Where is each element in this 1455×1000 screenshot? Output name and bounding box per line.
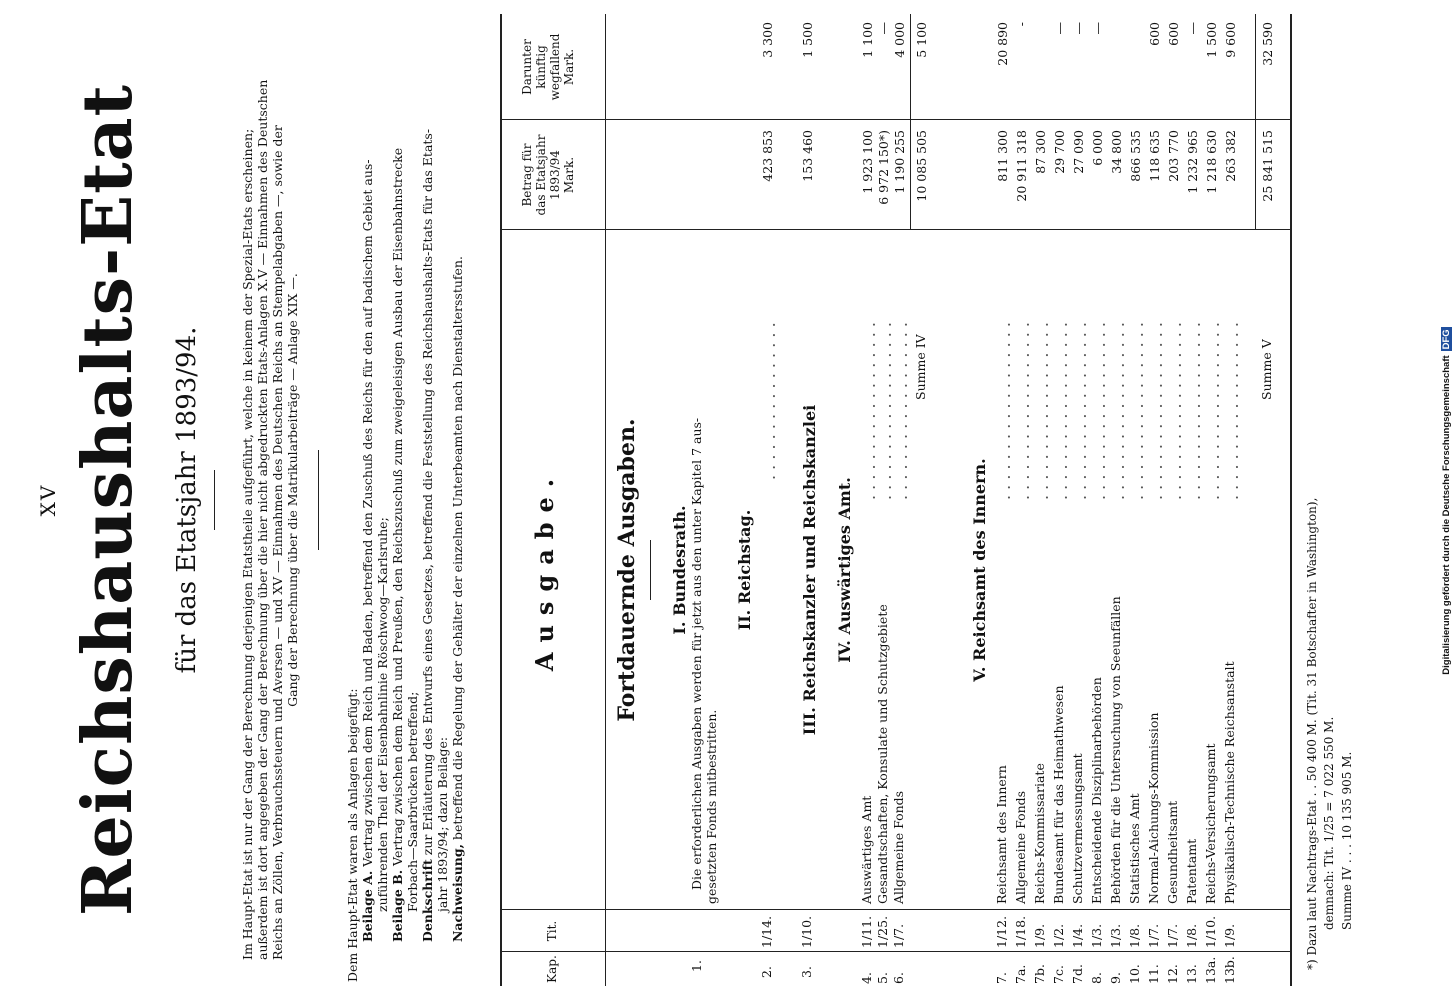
kap-cell: 12.: [1165, 964, 1180, 984]
beilage-line: Beilage A. Vertrag zwischen dem Reich und Baden, betreffend den Zuschuß des Reichs für den auf badischem Gebiet aus-: [360, 159, 375, 942]
footnote-line: Summe IV . . . 10 135 905 M.: [1340, 751, 1354, 930]
leader-dots: . . . . . . . . . . . . . . . . . .: [1204, 321, 1223, 500]
col-header-betrag: Betrag für das Etatsjahr 1893/94 Mark.: [520, 134, 576, 216]
darunter-cell: 600: [1166, 22, 1181, 46]
darunter-cell: —: [1185, 22, 1200, 35]
betrag-cell: 1 218 630: [1204, 130, 1219, 194]
kap-cell: 7b.: [1032, 964, 1047, 984]
row-label: Gesandtschaften, Konsulate und Schutzgebiete: [875, 604, 890, 904]
row-label: Entscheidende Disziplinarbehörden: [1089, 677, 1104, 904]
leader-dots: . . . . . . . . . . . . . . . . . .: [1223, 321, 1242, 500]
row-label: Bundesamt für das Heimathwesen: [1051, 685, 1066, 904]
intro-line: Reichs an Zöllen, Verbrauchssteuern und Aversen — und XV — Einnahmen des Deutschen Reichs an Stempelabgaben —, sowie der: [270, 125, 285, 960]
leader-dots: . . . . . . . . . . . . . . . . . .: [1090, 321, 1109, 500]
kap-cell: 5.: [875, 972, 890, 984]
kap-cell: 13a.: [1203, 956, 1218, 984]
document-title: Reichshaushalts-Etat: [68, 84, 148, 916]
tit-cell: 1/8.: [1184, 923, 1199, 948]
beilage-line: Nachweisung, betreffend die Regelung der Gehälter der einzelnen Unterbeamten nach Dienstaltersstufen.: [450, 256, 465, 942]
betrag-cell: 866 535: [1128, 130, 1143, 182]
table-header-rule: [605, 14, 606, 986]
leader-dots: . . . . . . . . . . . . . . . . . .: [1033, 321, 1052, 500]
betrag-cell: 34 800: [1109, 130, 1124, 174]
document-subtitle: für das Etatsjahr 1893/94.: [172, 326, 202, 674]
row-label: Gesundheitsamt: [1165, 800, 1180, 904]
section-note: gesetzten Fonds mitbestritten.: [704, 709, 719, 904]
betrag-cell: 27 090: [1071, 130, 1086, 174]
darunter-cell: -: [1014, 22, 1029, 27]
row-label: Allgemeine Fonds: [1013, 790, 1028, 904]
leader-dots: . . . . . . . . . . . . . . . . . .: [1071, 321, 1090, 500]
darunter-cell: —: [1090, 22, 1105, 35]
leader-dots: . . . . . . . . . . . . . . . . . .: [1128, 321, 1147, 500]
tit-cell: 1/9.: [1032, 923, 1047, 948]
kap-cell: 6.: [891, 972, 906, 984]
betrag-cell: 29 700: [1052, 130, 1067, 174]
tit-cell: 1/7.: [1165, 923, 1180, 948]
intro-line: Im Haupt-Etat ist nur der Gang der Berechnung derjenigen Etatstheile aufgeführt, welche in keinem der Spezial-Etats erscheinen;: [240, 128, 255, 960]
beilage-line: Denkschrift zur Erläuterung des Entwurfs eines Gesetzes, betreffend die Feststellung des Reichshaushalts-Etats für das Etats-: [420, 128, 435, 942]
col-header-ausgabe: Ausgabe.: [530, 468, 559, 672]
section-note: Die erforderlichen Ausgaben werden für jetzt aus den unter Kapitel 7 aus-: [689, 417, 704, 890]
row-label: Physikalisch-Technische Reichsanstalt: [1222, 661, 1237, 904]
beilagen-list: [345, 22, 465, 982]
darunter-cell: —: [876, 22, 891, 35]
kap-cell: 13b.: [1222, 956, 1237, 984]
beilage-line: Forbach—Saarbrücken betreffend;: [405, 691, 420, 912]
row-label: Normal-Aichungs-Kommission: [1146, 712, 1161, 904]
section-head-reichstag: II. Reichstag.: [735, 509, 754, 631]
betrag-cell: 203 770: [1166, 130, 1181, 182]
darunter-cell: 3 300: [760, 22, 775, 58]
tit-cell: 1/18.: [1013, 915, 1028, 948]
betrag-cell: 263 382: [1223, 130, 1238, 182]
tit-cell: 1/11.: [859, 915, 874, 948]
darunter-cell: 1 500: [800, 22, 815, 58]
sum-darunter-v: 32 590: [1260, 22, 1275, 66]
tit-cell: 1/3.: [1089, 923, 1104, 948]
tit-cell: 1/10.: [799, 915, 814, 948]
darunter-cell: 600: [1147, 22, 1162, 46]
beilage-line: Beilage B. Vertrag zwischen dem Reich und Preußen, den Reichszuschuß zum zweigeleisigen Ausbau der Eisenbahnstrecke: [390, 147, 405, 942]
kap-cell: 7d.: [1070, 964, 1085, 984]
col-divider-kap: [500, 951, 1290, 952]
leader-dots: . . . . . . . . . . . . . . . . . .: [1014, 321, 1033, 500]
section-head-auswaertiges-amt: IV. Auswärtiges Amt.: [835, 477, 854, 663]
sum-betrag-v: 25 841 515: [1260, 130, 1275, 202]
darunter-cell: 4 000: [892, 22, 907, 58]
kap-cell: 2.: [759, 966, 774, 978]
beilagen-intro: Dem Haupt-Etat waren als Anlagen beigefügt:: [345, 688, 360, 982]
sum-label-v: Summe V: [1259, 339, 1274, 400]
section-head-reichsamt-innern: V. Reichsamt des Innern.: [970, 458, 989, 682]
footnote-line: demnach: Tit. 1/25 = 7 022 550 M.: [1322, 716, 1336, 930]
intro-line: Gang der Berechnung über die Matrikularbeiträge — Anlage XIX —.: [285, 273, 300, 707]
row-label: Reichs-Versicherungsamt: [1203, 743, 1218, 904]
betrag-cell: 1 232 965: [1185, 130, 1200, 194]
row-label: Reichs-Kommissariate: [1032, 763, 1047, 904]
row-label: Statistisches Amt: [1127, 793, 1142, 904]
table-top-border: [500, 14, 502, 986]
section-heading-rule: [650, 540, 651, 600]
tit-cell: 1/3.: [1108, 923, 1123, 948]
leader-dots: . . . . . . . . . . . . . . . . . .: [892, 321, 911, 500]
darunter-cell: 1 100: [860, 22, 875, 58]
leader-dots: . . . . . . . . . . . . . . . . . .: [1166, 321, 1185, 500]
intro-line: außerdem ist dort angegeben der Gang der Berechnung über die hier nicht abgedruckten Etats-Anlagen X.V — Einnahmen des Deutschen: [255, 79, 270, 960]
row-label: Allgemeine Fonds: [891, 790, 906, 904]
betrag-cell: 6 000: [1090, 130, 1105, 166]
darunter-cell: 9 600: [1223, 22, 1238, 58]
darunter-cell: —: [1052, 22, 1067, 35]
beilage-line: jahr 1893/94; dazu Beilage:: [435, 736, 450, 912]
col-header-tit: Tit.: [545, 920, 559, 942]
row-label: Reichsamt des Innern: [994, 765, 1009, 904]
section-heading-fortdauernde: Fortdauernde Ausgaben.: [614, 418, 640, 722]
section-head-reichskanzlei: III. Reichskanzler und Reichskanzlei: [800, 404, 819, 736]
sum-darunter-iv: 5 100: [914, 22, 929, 58]
tit-cell: 1/2.: [1051, 923, 1066, 948]
kap-cell: 11.: [1146, 964, 1161, 984]
kap-cell: 13.: [1184, 964, 1199, 984]
tit-cell: 1/25.: [875, 915, 890, 948]
dfg-logo: DFG: [1441, 329, 1452, 350]
tit-cell: 1/14.: [759, 915, 774, 948]
col-header-darunter: Darunter künftig wegfallend Mark.: [520, 33, 576, 101]
table-bottom-border: [1290, 14, 1292, 986]
kap-cell: 1.: [689, 960, 704, 972]
side-credit: [1440, 6, 1454, 996]
kap-cell: 9.: [1108, 972, 1123, 984]
leader-dots: . . . . . . . . . . . . . . . . . .: [876, 321, 895, 500]
darunter-cell: 1 500: [1204, 22, 1219, 58]
kap-cell: 7.: [994, 972, 1009, 984]
kap-cell: 7c.: [1051, 965, 1066, 984]
leader-dots: . . . . . . . . . . . . . . . . . .: [860, 321, 879, 500]
betrag-cell: 87 300: [1033, 130, 1048, 174]
leader-dots: . . . . . . . . . . . . . . . . . .: [1109, 321, 1128, 500]
betrag-cell: 811 300: [995, 130, 1010, 182]
leader-dots: . . . . . . . . . . . . . . . . . .: [1052, 321, 1071, 500]
tit-cell: 1/9.: [1222, 923, 1237, 948]
row-label: Schutzvermessungsamt: [1070, 753, 1085, 904]
sum-label-iv: Summe IV: [913, 334, 928, 400]
leader-dots: . . . . . . . . . . . . . . . .: [760, 322, 779, 480]
tit-cell: 1/12.: [994, 915, 1009, 948]
intro-rule: [318, 450, 319, 550]
sum-betrag-iv: 10 085 505: [914, 130, 929, 202]
tit-cell: 1/4.: [1070, 923, 1085, 948]
darunter-cell: —: [1071, 22, 1086, 35]
kap-cell: 8.: [1089, 972, 1104, 984]
footnote-line: *) Dazu laut Nachtrags-Etat . . 50 400 M. (Tit. 31 Botschafter in Washington),: [1305, 497, 1319, 970]
side-credit-strip: [1440, 6, 1454, 996]
row-label: Behörden für die Untersuchung von Seeunfällen: [1108, 596, 1123, 904]
leader-dots: . . . . . . . . . . . . . . . . . .: [1185, 321, 1204, 500]
tit-cell: 1/8.: [1127, 923, 1142, 948]
kap-cell: 4.: [859, 972, 874, 984]
sum-rule-iv: [910, 14, 911, 230]
betrag-cell: 20 911 318: [1014, 130, 1029, 202]
section-head-bundesrath: I. Bundesrath.: [670, 505, 689, 635]
page-number: XV: [36, 483, 60, 517]
betrag-cell: 1 923 100: [860, 130, 875, 194]
kap-cell: 10.: [1127, 964, 1142, 984]
tit-cell: 1/7.: [891, 923, 906, 948]
tit-cell: 1/7.: [1146, 923, 1161, 948]
darunter-cell: 20 890: [995, 22, 1010, 66]
beilage-line: zuführenden Theil der Eisenbahnlinie Röschwoog—Karlsruhe;: [375, 517, 390, 912]
row-label: Patentamt: [1184, 838, 1199, 904]
title-rule: [214, 470, 215, 530]
row-label: Auswärtiges Amt: [859, 795, 874, 904]
betrag-cell: 153 460: [800, 130, 815, 182]
betrag-cell: 423 853: [760, 130, 775, 182]
betrag-cell: 118 635: [1147, 130, 1162, 182]
sum-rule-v: [1255, 14, 1256, 230]
tit-cell: 1/10.: [1203, 915, 1218, 948]
side-credit-text: Digitalisierung gefördert durch die Deutsche Forschungsgemeinschaft: [1441, 355, 1452, 675]
betrag-cell: 6 972 150*): [876, 130, 891, 205]
leader-dots: . . . . . . . . . . . . . . . . . .: [1147, 321, 1166, 500]
kap-cell: 7a.: [1013, 964, 1028, 984]
leader-dots: . . . . . . . . . . . . . . . . . .: [995, 321, 1014, 500]
intro-paragraph: [240, 20, 300, 960]
betrag-cell: 1 190 255: [892, 130, 907, 194]
kap-cell: 3.: [799, 966, 814, 978]
col-header-kap: Kap.: [545, 955, 559, 983]
